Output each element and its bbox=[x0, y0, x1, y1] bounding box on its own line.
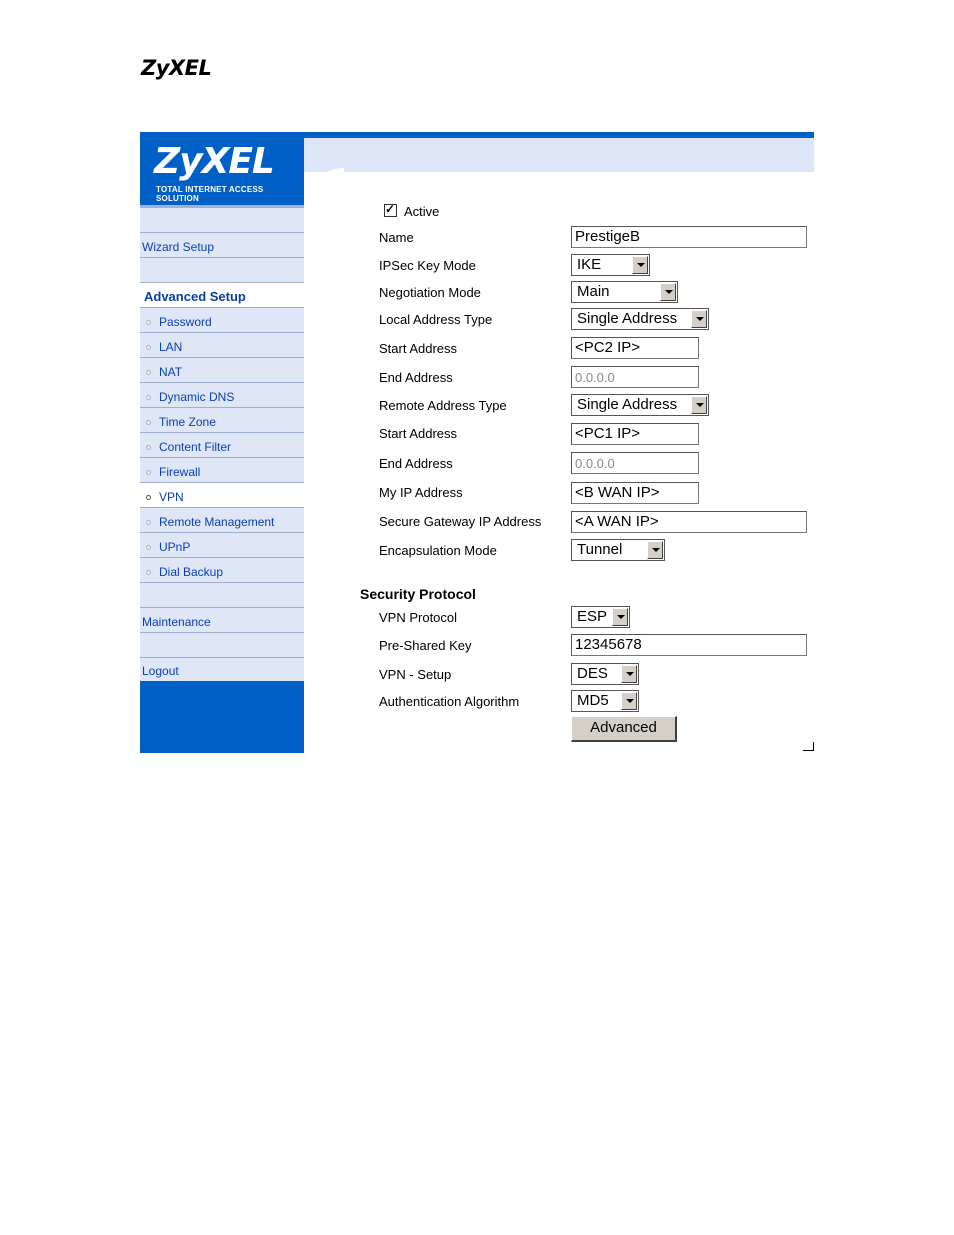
advanced-button[interactable]: Advanced bbox=[571, 716, 677, 742]
local-end-address-label: End Address bbox=[379, 370, 453, 385]
remote-address-type-select[interactable] bbox=[571, 394, 709, 416]
sidebar-item-label: Remote Management bbox=[159, 515, 275, 529]
nav-wizard-label: Wizard Setup bbox=[142, 240, 215, 254]
local-address-type-value: Single Address bbox=[577, 310, 678, 327]
nav-wizard-setup[interactable] bbox=[140, 233, 304, 258]
banner-curve bbox=[304, 168, 344, 208]
bullet-icon bbox=[146, 320, 151, 325]
bullet-icon bbox=[146, 495, 151, 500]
bullet-icon bbox=[146, 570, 151, 575]
vpn-protocol-value: ESP bbox=[577, 608, 608, 625]
bullet-icon bbox=[146, 545, 151, 550]
sidebar-item-time-zone[interactable] bbox=[140, 408, 304, 433]
nav-spacer bbox=[140, 583, 304, 608]
negotiation-mode-label: Negotiation Mode bbox=[379, 285, 481, 300]
chevron-down-icon[interactable] bbox=[621, 665, 637, 683]
secure-gateway-input[interactable]: <A WAN IP> bbox=[571, 511, 807, 533]
nav-spacer bbox=[140, 633, 304, 658]
vpn-setup-value: DES bbox=[577, 665, 608, 682]
remote-end-address-label: End Address bbox=[379, 456, 453, 471]
brand-tagline: TOTAL INTERNET ACCESS SOLUTION bbox=[156, 185, 264, 203]
top-banner bbox=[300, 132, 814, 172]
active-label: Active bbox=[404, 204, 440, 219]
ipsec-key-mode-select[interactable] bbox=[571, 254, 650, 276]
local-end-address-input[interactable]: 0.0.0.0 bbox=[571, 366, 699, 388]
nav-maintenance[interactable] bbox=[140, 608, 304, 633]
pre-shared-key-input[interactable]: 12345678 bbox=[571, 634, 807, 656]
active-checkbox[interactable] bbox=[384, 204, 397, 217]
bullet-icon bbox=[146, 420, 151, 425]
remote-address-type-value: Single Address bbox=[577, 396, 678, 413]
sidebar-item-label: Password bbox=[159, 315, 212, 329]
document-header-logo: ZyXEL bbox=[141, 56, 212, 80]
sidebar-item-remote-management[interactable] bbox=[140, 508, 304, 533]
ipsec-key-mode-label: IPSec Key Mode bbox=[379, 258, 476, 273]
nav-spacer bbox=[140, 208, 304, 233]
chevron-down-icon[interactable] bbox=[632, 256, 648, 274]
vpn-setup-label: VPN - Setup bbox=[379, 667, 452, 682]
negotiation-mode-value: Main bbox=[577, 283, 610, 300]
chevron-down-icon[interactable] bbox=[612, 608, 628, 626]
vpn-setup-select[interactable] bbox=[571, 663, 639, 685]
sidebar-item-nat[interactable] bbox=[140, 358, 304, 383]
encapsulation-mode-select[interactable] bbox=[571, 539, 665, 561]
resize-corner-icon bbox=[803, 742, 814, 751]
bullet-icon bbox=[146, 445, 151, 450]
remote-start-address-input[interactable]: <PC1 IP> bbox=[571, 423, 699, 445]
sidebar-item-upnp[interactable] bbox=[140, 533, 304, 558]
sidebar-item-content-filter[interactable] bbox=[140, 433, 304, 458]
sidebar-item-firewall[interactable] bbox=[140, 458, 304, 483]
security-protocol-heading: Security Protocol bbox=[360, 586, 476, 602]
sidebar bbox=[140, 132, 304, 753]
vpn-protocol-label: VPN Protocol bbox=[379, 610, 458, 625]
remote-address-type-label: Remote Address Type bbox=[379, 398, 507, 413]
ipsec-key-mode-value: IKE bbox=[577, 256, 602, 273]
secure-gateway-label: Secure Gateway IP Address bbox=[379, 514, 542, 529]
brand-name: ZyXEL bbox=[154, 141, 274, 182]
sidebar-item-label: Dynamic DNS bbox=[159, 390, 235, 404]
sidebar-item-label: NAT bbox=[159, 365, 183, 379]
sidebar-item-label: LAN bbox=[159, 340, 183, 354]
authentication-algorithm-select[interactable] bbox=[571, 690, 639, 712]
nav-advanced-setup[interactable] bbox=[140, 283, 304, 308]
sidebar-item-label: UPnP bbox=[159, 540, 191, 554]
authentication-algorithm-value: MD5 bbox=[577, 692, 609, 709]
local-start-address-input[interactable]: <PC2 IP> bbox=[571, 337, 699, 359]
name-label: Name bbox=[379, 230, 414, 245]
nav-logout[interactable] bbox=[140, 658, 304, 682]
chevron-down-icon[interactable] bbox=[691, 310, 707, 328]
sidebar-item-label: Dial Backup bbox=[159, 565, 224, 579]
sidebar-item-dynamic-dns[interactable] bbox=[140, 383, 304, 408]
brand-logo bbox=[140, 132, 304, 205]
nav-advanced-label: Advanced Setup bbox=[144, 289, 246, 304]
sidebar-footer bbox=[140, 681, 304, 753]
my-ip-address-label: My IP Address bbox=[379, 485, 463, 500]
bullet-icon bbox=[146, 370, 151, 375]
name-input[interactable]: PrestigeB bbox=[571, 226, 807, 248]
chevron-down-icon[interactable] bbox=[647, 541, 663, 559]
sidebar-item-label: VPN bbox=[159, 490, 184, 504]
remote-start-address-label: Start Address bbox=[379, 426, 458, 441]
negotiation-mode-select[interactable] bbox=[571, 281, 678, 303]
encapsulation-mode-label: Encapsulation Mode bbox=[379, 543, 497, 558]
sidebar-item-label: Time Zone bbox=[159, 415, 216, 429]
chevron-down-icon[interactable] bbox=[621, 692, 637, 710]
router-config-window bbox=[140, 132, 814, 754]
remote-end-address-input[interactable]: 0.0.0.0 bbox=[571, 452, 699, 474]
my-ip-address-input[interactable]: <B WAN IP> bbox=[571, 482, 699, 504]
bullet-icon bbox=[146, 395, 151, 400]
pre-shared-key-label: Pre-Shared Key bbox=[379, 638, 472, 653]
encapsulation-mode-value: Tunnel bbox=[577, 541, 623, 558]
bullet-icon bbox=[146, 520, 151, 525]
nav-maintenance-label: Maintenance bbox=[142, 615, 211, 629]
bullet-icon bbox=[146, 470, 151, 475]
nav-logout-label: Logout bbox=[142, 664, 179, 678]
chevron-down-icon[interactable] bbox=[660, 283, 676, 301]
nav-spacer bbox=[140, 258, 304, 283]
banner-stripe bbox=[300, 132, 814, 138]
local-address-type-select[interactable] bbox=[571, 308, 709, 330]
chevron-down-icon[interactable] bbox=[691, 396, 707, 414]
local-start-address-label: Start Address bbox=[379, 341, 458, 356]
sidebar-item-dial-backup[interactable] bbox=[140, 558, 304, 583]
local-address-type-label: Local Address Type bbox=[379, 312, 493, 327]
sidebar-item-lan[interactable] bbox=[140, 333, 304, 358]
sidebar-item-password[interactable] bbox=[140, 308, 304, 333]
sidebar-item-vpn[interactable] bbox=[140, 483, 304, 508]
authentication-algorithm-label: Authentication Algorithm bbox=[379, 694, 520, 709]
vpn-protocol-select[interactable] bbox=[571, 606, 630, 628]
sidebar-item-label: Content Filter bbox=[159, 440, 232, 454]
sidebar-item-label: Firewall bbox=[159, 465, 201, 479]
bullet-icon bbox=[146, 345, 151, 350]
